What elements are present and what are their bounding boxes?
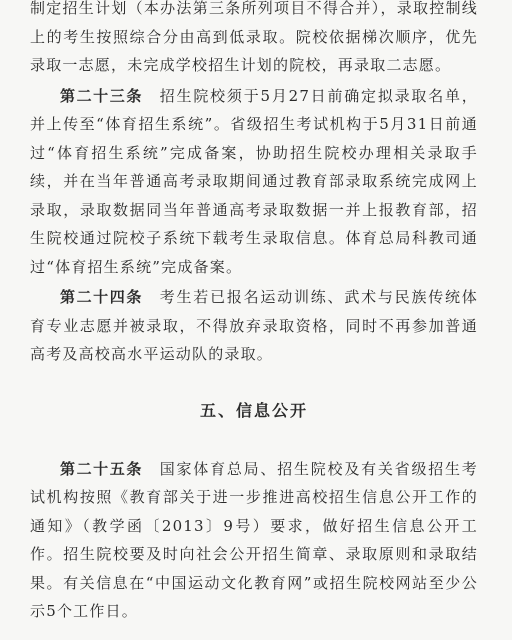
article-25-heading: 第二十五条 bbox=[60, 459, 143, 478]
intro-text: 制定招生计划（本办法第三条所列项目不得合并），录取控制线上的考生按照综合分由高到低录取。院校依据梯次顺序，优先录取一志愿，未完成学校招生计划的院校，再录取二志愿。 bbox=[30, 0, 478, 74]
article-24-paragraph bbox=[30, 283, 478, 369]
article-24-body: 考生若已报名运动训练、武术与民族传统体育专业志愿并被录取，不得放弃录取资格，同时不再参加普通高考及高校高水平运动队的录取。 bbox=[30, 288, 478, 363]
article-25-paragraph bbox=[30, 455, 478, 626]
intro-paragraph bbox=[30, 0, 478, 80]
article-23-paragraph bbox=[30, 82, 478, 282]
article-25-body: 国家体育总局、招生院校及有关省级招生考试机构按照《教育部关于进一步推进高校招生信息公开工作的通知》（教学函〔2013〕9号）要求，做好招生信息公开工作。招生院校要及时向社会公开招生简章、录取原则和录取结果。有关信息在“中国运动文化教育网”或招生院校网站至少公示5个工作日。 bbox=[30, 459, 478, 620]
article-24-heading: 第二十四条 bbox=[60, 288, 143, 306]
article-23-body: 招生院校须于5月27日前确定拟录取名单，并上传至“体育招生系统”。省级招生考试机构于5月31日前通过“体育招生系统”完成备案，协助招生院校办理相关录取手续，并在当年普通高考录取期间通过教育部录取系统完成网上录取，录取数据同当年普通高考录取数据一并上报教育部，招生院校通过院校子系统下载考生录取信息。体育总局科教司通过“体育招生系统”完成备案。 bbox=[30, 86, 478, 276]
article-23-heading: 第二十三条 bbox=[60, 86, 143, 105]
section-title: 五、信息公开 bbox=[199, 400, 308, 420]
